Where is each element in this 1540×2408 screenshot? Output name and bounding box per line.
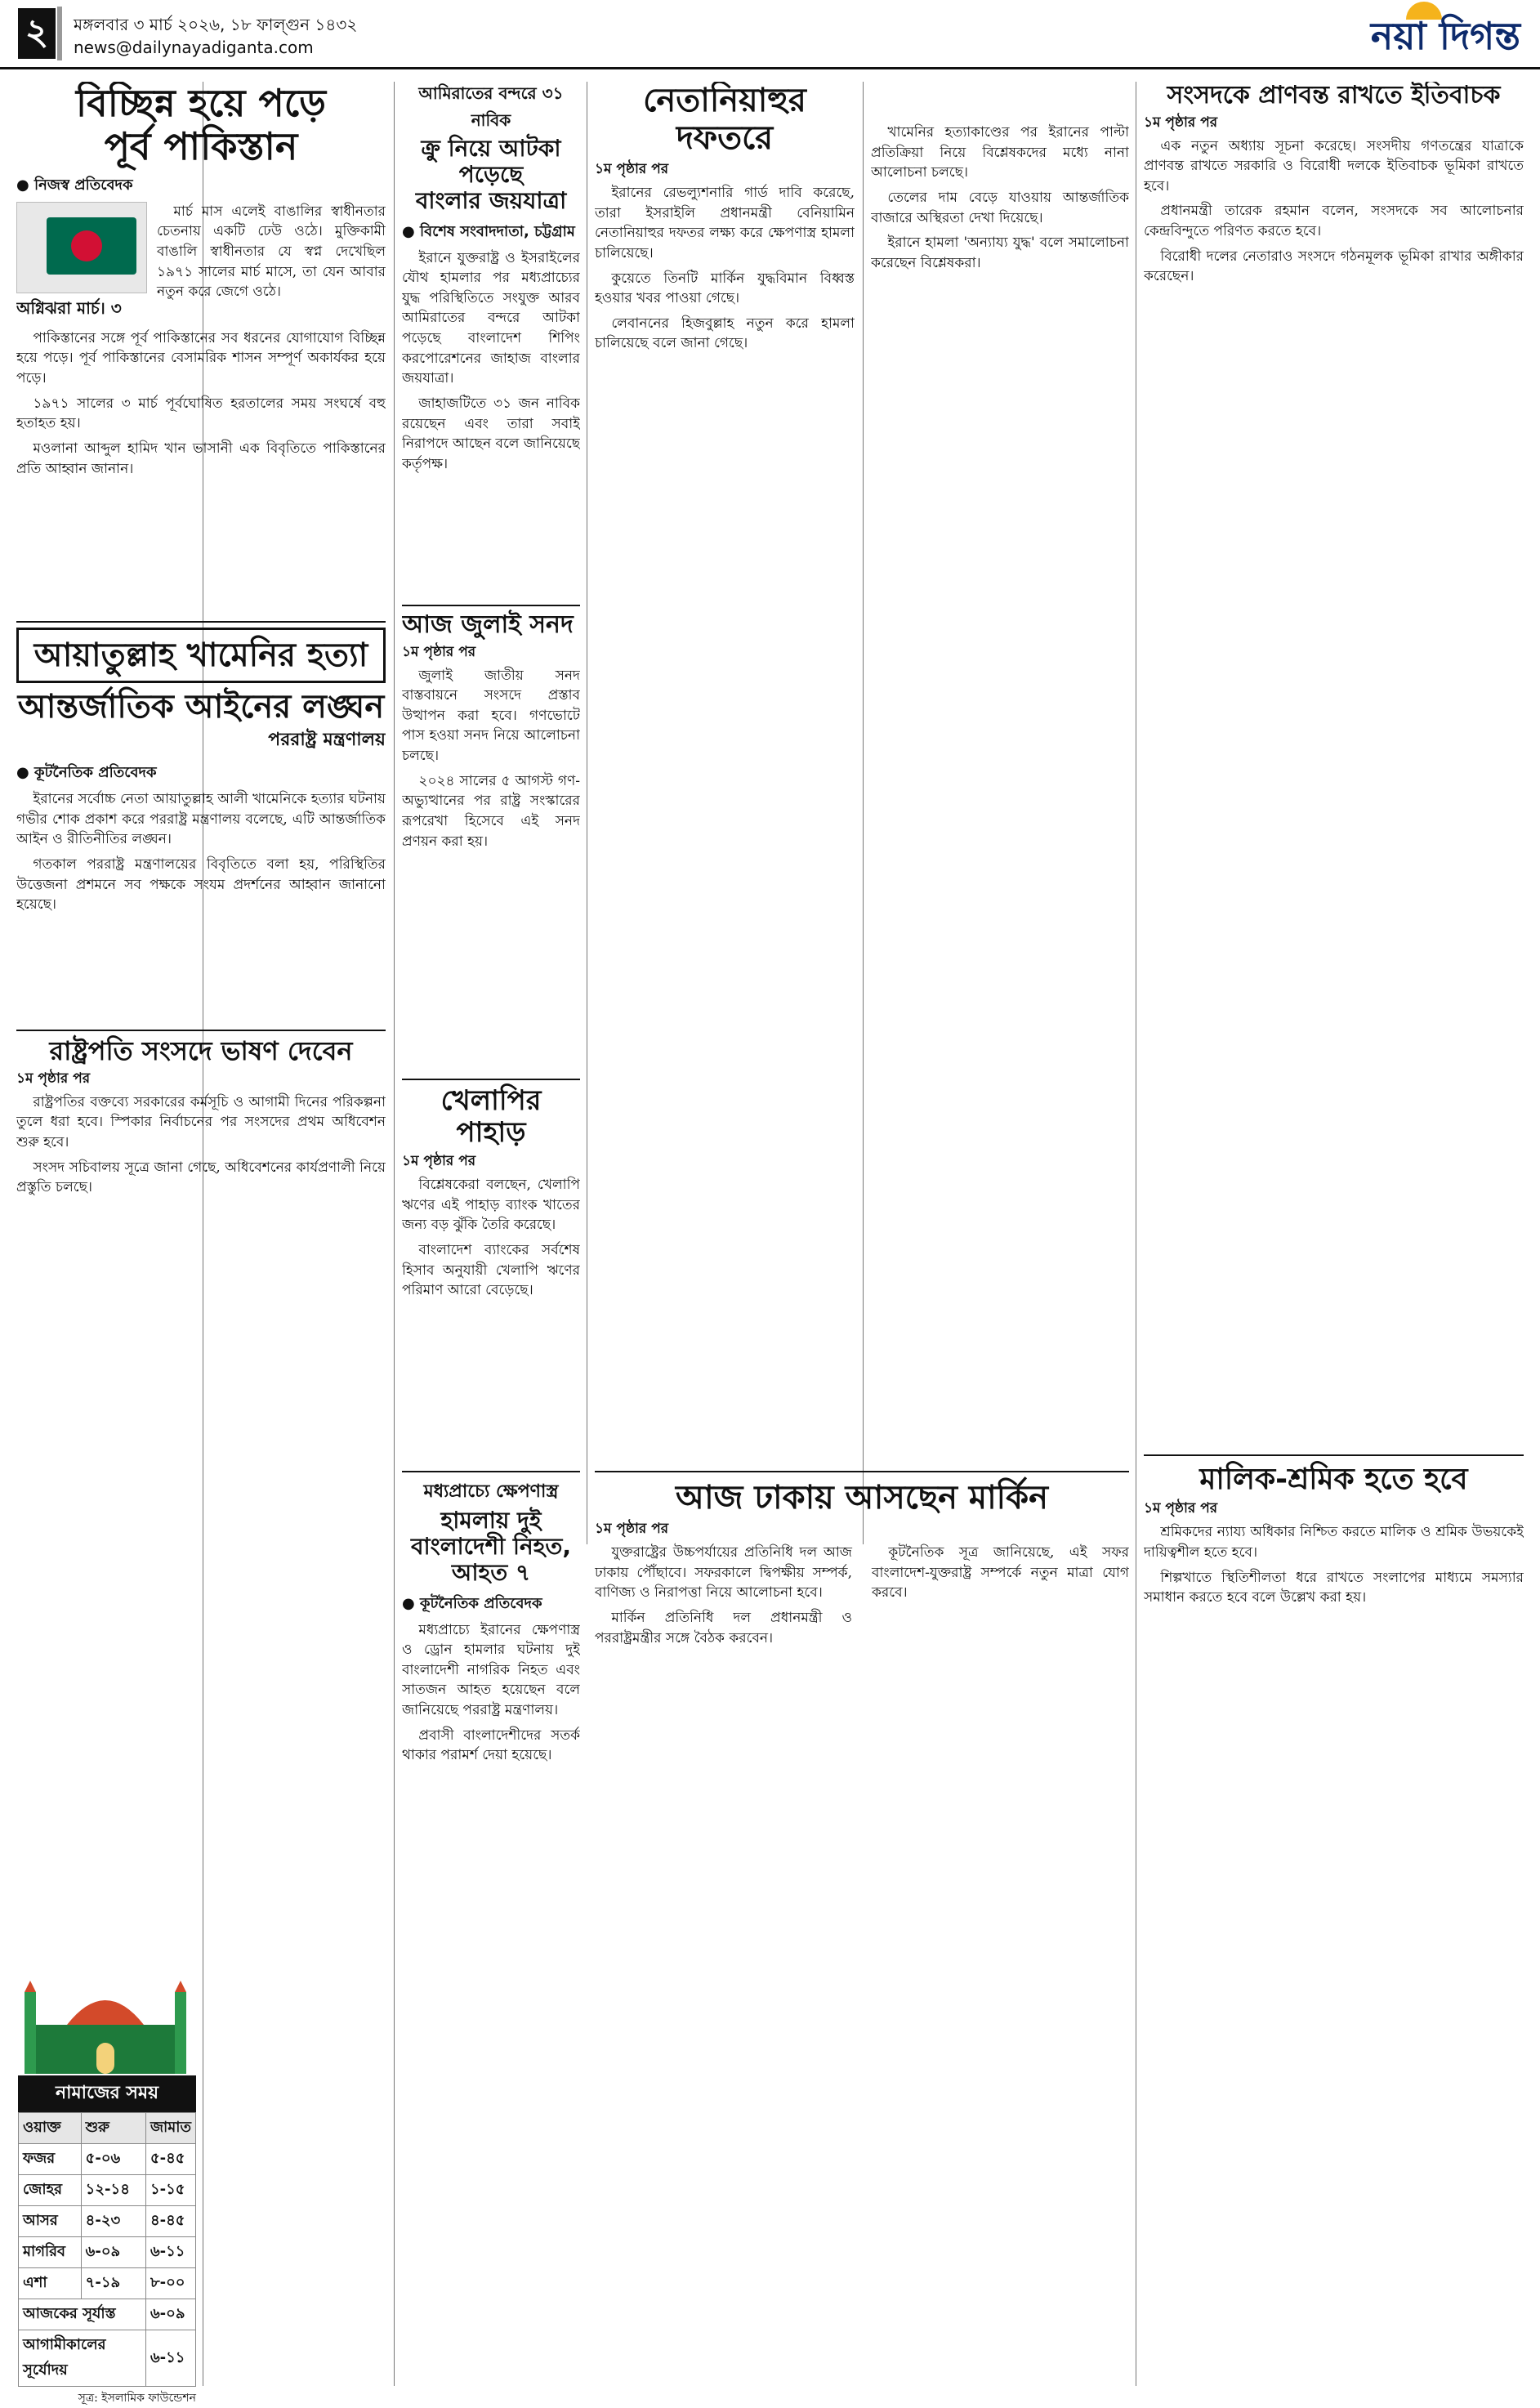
prayer-times-title: নামাজের সময় <box>18 2075 196 2112</box>
mosque-icon <box>18 1976 193 2074</box>
article-mideast-missile <box>402 1471 580 2303</box>
sunset-row <box>19 2299 196 2330</box>
paragraph: মওলানা আব্দুল হামিদ খান ভাসানী এক বিবৃতিতে পাকিস্তানের প্রতি আহ্বান জানান। <box>16 440 386 477</box>
newspaper-logo <box>1371 8 1520 70</box>
continuation-label: ১ম পৃষ্ঠার পর <box>402 643 476 660</box>
byline: ● কূটনৈতিক প্রতিবেদক <box>402 1594 542 1612</box>
sunrise-row <box>19 2330 196 2387</box>
paragraph: কূটনৈতিক সূত্র জানিয়েছে, এই সফর বাংলাদেশ-যুক্তরাষ্ট্র সম্পর্কে নতুন মাত্রা যোগ করবে। <box>872 1544 1129 1602</box>
paragraph: লেবাননের হিজবুল্লাহ নতুন করে হামলা চালিয়েছে বলে জানা গেছে। <box>595 315 855 352</box>
paragraph: শ্রমিকদের ন্যায্য অধিকার নিশ্চিত করতে মালিক ও শ্রমিক উভয়কেই দায়িত্বশীল হতে হবে। <box>1144 1524 1524 1561</box>
article-july-charter <box>402 605 580 1069</box>
headline: আন্তর্জাতিক আইনের লঙ্ঘন <box>17 688 385 726</box>
prayer-name: ফজর <box>19 2144 82 2175</box>
flag-photo <box>16 202 147 293</box>
article-khamenei <box>16 621 386 1020</box>
prayer-name: জোহর <box>19 2175 82 2206</box>
byline: ● বিশেষ সংবাদদাতা, চট্টগ্রাম <box>402 222 575 240</box>
paragraph: ইরানে যুক্তরাষ্ট্র ও ইসরাইলের যৌথ হামলার পর মধ্যপ্রাচ্যের যুদ্ধ পরিস্থিতিতে সংযুক্ত আরব আমিরাতের বন্দরে আটকা পড়েছে বাংলাদেশ শিপিং করপোরেশনের জাহাজ বাংলার জয়যাত্রা। <box>402 249 580 387</box>
paragraph: খামেনির হত্যাকাণ্ডের পর ইরানের পাল্টা প্রতিক্রিয়া নিয়ে বিশ্লেষকদের মধ্যে নানা আলোচনা চলছে। <box>871 124 1129 181</box>
sunset-label: আজকের সূর্যাস্ত <box>19 2299 146 2330</box>
continuation-label: ১ম পৃষ্ঠার পর <box>1144 1500 1218 1517</box>
headline-kicker: আমিরাতের বন্দরে ৩১ নাবিক <box>418 83 564 130</box>
table-header-row <box>19 2113 196 2144</box>
byline: ● কূটনৈতিক প্রতিবেদক <box>16 764 157 781</box>
sunrise-label: আগামীকালের সূর্যোদয় <box>19 2330 146 2387</box>
page-header <box>0 0 1540 69</box>
paragraph: জুলাই জাতীয় সনদ বাস্তবায়নে সংসদে প্রস্তাব উত্থাপন করা হবে। গণভোটে পাস হওয়া সনদ নিয়ে আলোচনা চলছে। <box>402 667 580 765</box>
paragraph: ইরানের রেভল্যুশনারি গার্ড দাবি করেছে, তারা ইসরাইলি প্রধানমন্ত্রী বেনিয়ামিন নেতানিয়াহুর দফতর লক্ষ্য করে ক্ষেপণাস্ত্র হামলা চালিয়েছে। <box>595 185 855 261</box>
paragraph: মার্কিন প্রতিনিধি দল প্রধানমন্ত্রী ও পররাষ্ট্রমন্ত্রীর সঙ্গে বৈঠক করবেন। <box>595 1609 852 1646</box>
paragraph: রাষ্ট্রপতির বক্তব্যে সরকারের কর্মসূচি ও আগামী দিনের পরিকল্পনা তুলে ধরা হবে। স্পিকার নির্বাচনের পর সংসদের প্রথম অধিবেশন শুরু হবে। <box>16 1093 386 1151</box>
paragraph: শিল্পখাতে স্থিতিশীলতা ধরে রাখতে সংলাপের মাধ্যমে সমস্যার সমাধান করতে হবে বলে উল্লেখ করা হয়। <box>1144 1569 1524 1606</box>
paragraph: প্রধানমন্ত্রী তারেক রহমান বলেন, সংসদকে সব আলোচনার কেন্দ্রবিন্দুতে পরিণত করতে হবে। <box>1144 203 1524 240</box>
headline: হামলায় দুই বাংলাদেশী নিহত, আহত ৭ <box>410 1507 572 1587</box>
table-row <box>19 2175 196 2206</box>
subline: পররাষ্ট্র মন্ত্রণালয় <box>268 730 386 750</box>
headline: আজ ঢাকায় আসছেন মার্কিন <box>676 1479 1048 1517</box>
headline: সংসদকে প্রাণবন্ত রাখতে ইতিবাচক <box>1167 82 1501 109</box>
paragraph: সংসদ সচিবালয় সূত্রে জানা গেছে, অধিবেশনের কার্যপ্রণালী নিয়ে প্রস্তুতি চলছে। <box>16 1159 386 1196</box>
logo-text: নয়া দিগন্ত <box>1370 14 1520 58</box>
jamaat-time: ৮-০০ <box>145 2268 195 2299</box>
paragraph: বিশ্লেষকেরা বলছেন, খেলাপি ঋণের এই পাহাড় ব্যাংক খাতের জন্য বড় ঝুঁকি তৈরি করেছে। <box>402 1177 580 1234</box>
continuation-label: ১ম পৃষ্ঠার পর <box>595 161 669 177</box>
headline-kicker: মধ্যপ্রাচ্যে ক্ষেপণাস্ত্র <box>423 1481 559 1502</box>
jamaat-time: ৬-১১ <box>145 2237 195 2268</box>
paragraph: জাহাজটিতে ৩১ জন নাবিক রয়েছেন এবং তারা সবাই নিরাপদে আছেন বলে জানিয়েছে কর্তৃপক্ষ। <box>402 395 580 472</box>
sunrise-time: ৬-১১ <box>145 2330 195 2387</box>
paragraph: তেলের দাম বেড়ে যাওয়ায় আন্তর্জাতিক বাজারে অস্থিরতা দেখা দিয়েছে। <box>871 189 1129 226</box>
continuation-label: ১ম পৃষ্ঠার পর <box>1144 114 1218 131</box>
table-row <box>19 2268 196 2299</box>
prayer-times-box <box>18 2075 196 2408</box>
article-iran-continued <box>871 123 1129 1463</box>
start-time: ৬-০৯ <box>81 2237 145 2268</box>
prayer-name: এশা <box>19 2268 82 2299</box>
prayer-name: আসর <box>19 2206 82 2237</box>
paragraph: মার্চ মাস এলেই বাঙালির স্বাধীনতার চেতনায় একটি ঢেউ ওঠে। মুক্তিকামী বাঙালি স্বাধীনতার যে স্বপ্ন দেখেছিল ১৯৭১ সালের মার্চ মাসে, তা যেন আবার নতুন করে জেগে ওঠে। <box>157 203 386 301</box>
headline-line1: বিচ্ছিন্ন হয়ে পড়ে <box>75 82 327 125</box>
headline-kicker: আয়াতুল্লাহ খামেনির হত্যা <box>16 628 386 683</box>
paragraph: যুক্তরাষ্ট্রের উচ্চপর্যায়ের প্রতিনিধি দল আজ ঢাকায় পৌঁছাবে। সফরকালে দ্বিপক্ষীয় সম্পর্ক, বাণিজ্য ও নিরাপত্তা নিয়ে আলোচনা হবে। <box>595 1544 852 1602</box>
headline: রাষ্ট্রপতি সংসদে ভাষণ দেবেন <box>49 1035 353 1066</box>
continuation-label: ১ম পৃষ্ঠার পর <box>16 1070 91 1087</box>
column-rule <box>394 82 395 2386</box>
headline-line2: বাংলার জয়যাত্রা <box>415 187 567 215</box>
page-number: ২ <box>18 8 56 59</box>
sunset-time: ৬-০৯ <box>145 2299 195 2330</box>
column-rule <box>863 82 864 1544</box>
continuation-label: ১ম পৃষ্ঠার পর <box>595 1521 669 1537</box>
jamaat-time: ৫-৪৫ <box>145 2144 195 2175</box>
continuation-label: ১ম পৃষ্ঠার পর <box>402 1153 476 1170</box>
jamaat-time: ১-১৫ <box>145 2175 195 2206</box>
paragraph: ১৯৭১ সালের ৩ মার্চ পূর্বঘোষিত হরতালের সময় সংঘর্ষে বহু হতাহত হয়। <box>16 395 386 432</box>
article-netanyahu <box>595 82 855 1463</box>
headline: নেতানিয়াহুর দফতরে <box>643 82 806 157</box>
contact-email: news@dailynayadiganta.com <box>74 38 314 57</box>
paragraph: কুয়েতে তিনটি মার্কিন যুদ্ধবিমান বিধ্বস্ত হওয়ার খবর পাওয়া গেছে। <box>595 270 855 307</box>
headline: খেলাপির পাহাড় <box>440 1084 542 1150</box>
article-parliament-lively <box>1144 82 1524 1422</box>
prayer-name: মাগরিব <box>19 2237 82 2268</box>
photo-caption: অগ্নিঝরা মার্চ। ৩ <box>16 297 122 318</box>
start-time: ৪-২৩ <box>81 2206 145 2237</box>
article-amir-ship <box>402 82 580 588</box>
table-row <box>19 2206 196 2237</box>
paragraph: প্রবাসী বাংলাদেশীদের সতর্ক থাকার পরামর্শ দেয়া হয়েছে। <box>402 1727 580 1764</box>
prayer-times-table <box>18 2112 196 2387</box>
column-header: জামাত <box>145 2113 195 2144</box>
article-president-speech <box>16 1030 386 1968</box>
paragraph: পাকিস্তানের সঙ্গে পূর্ব পাকিস্তানের সব ধরনের যোগাযোগ বিচ্ছিন্ন হয়ে পড়ে। পূর্ব পাকিস্তানের বেসামরিক শাসন সম্পূর্ণ অকার্যকর হয়ে পড়ে। <box>16 329 386 387</box>
article-owner-worker <box>1144 1454 1524 2304</box>
start-time: ১২-১৪ <box>81 2175 145 2206</box>
paragraph: ২০২৪ সালের ৫ আগস্ট গণ-অভ্যুত্থানের পর রাষ্ট্র সংস্কারের রূপরেখা হিসেবে এই সনদ প্রণয়ন করা হয়। <box>402 772 580 850</box>
flag-red-disc-icon <box>71 230 102 261</box>
column-header: ওয়াক্ত <box>19 2113 82 2144</box>
column-header: শুরু <box>81 2113 145 2144</box>
headline-line2: পূর্ব পাকিস্তান <box>104 123 298 168</box>
prayer-source: সূত্র: ইসলামিক ফাউন্ডেশন <box>78 2392 196 2405</box>
paragraph: গতকাল পররাষ্ট্র মন্ত্রণালয়ের বিবৃতিতে বলা হয়, পরিস্থিতির উত্তেজনা প্রশমনে সব পক্ষকে সংযম প্রদর্শনের আহ্বান জানানো হয়েছে। <box>16 856 386 914</box>
headline: আজ জুলাই সনদ <box>402 610 574 639</box>
start-time: ৭-১৯ <box>81 2268 145 2299</box>
article-east-pakistan <box>16 82 386 605</box>
paragraph: মধ্যপ্রাচ্যে ইরানের ক্ষেপণাস্ত্র ও ড্রোন হামলার ঘটনায় দুই বাংলাদেশী নাগরিক নিহত এবং সাতজন আহত হয়েছেন বলে জানিয়েছে পররাষ্ট্র মন্ত্রণালয়। <box>402 1621 580 1719</box>
headline: মালিক-শ্রমিক হতে হবে <box>1199 1463 1468 1496</box>
jamaat-time: ৪-৪৫ <box>145 2206 195 2237</box>
table-row <box>19 2144 196 2175</box>
issue-date: মঙ্গলবার ৩ মার্চ ২০২৬, ১৮ ফাল্গুন ১৪৩২ <box>74 15 358 34</box>
paragraph: বিরোধী দলের নেতারাও সংসদে গঠনমূলক ভূমিকা রাখার অঙ্গীকার করেছেন। <box>1144 248 1524 285</box>
paragraph: ইরানের সর্বোচ্চ নেতা আয়াতুল্লাহ আলী খামেনিকে হত্যার ঘটনায় গভীর শোক প্রকাশ করে পররাষ্ট্র মন্ত্রণালয় বলেছে, এটি আন্তর্জাতিক আইন ও রীতিনীতির লঙ্ঘন। <box>16 791 386 848</box>
paragraph: ইরানে হামলা 'অন্যায্য যুদ্ধ' বলে সমালোচনা করেছেন বিশ্লেষকরা। <box>871 235 1129 271</box>
byline: ● নিজস্ব প্রতিবেদক <box>16 176 133 194</box>
page-number-divider <box>57 7 62 60</box>
table-row <box>19 2237 196 2268</box>
paragraph: এক নতুন অধ্যায় সূচনা করেছে। সংসদীয় গণতন্ত্রের যাত্রাকে প্রাণবন্ত রাখতে সরকারি ও বিরোধী দলকে ইতিবাচক ভূমিকা রাখতে হবে। <box>1144 137 1524 194</box>
article-players-mountain <box>402 1079 580 1461</box>
headline-line1: ক্রু নিয়ে আটকা পড়েছে <box>421 135 561 189</box>
start-time: ৫-০৬ <box>81 2144 145 2175</box>
article-us-visit <box>595 1471 1129 2304</box>
paragraph: বাংলাদেশ ব্যাংকের সর্বশেষ হিসাব অনুযায়ী খেলাপি ঋণের পরিমাণ আরো বেড়েছে। <box>402 1242 580 1299</box>
